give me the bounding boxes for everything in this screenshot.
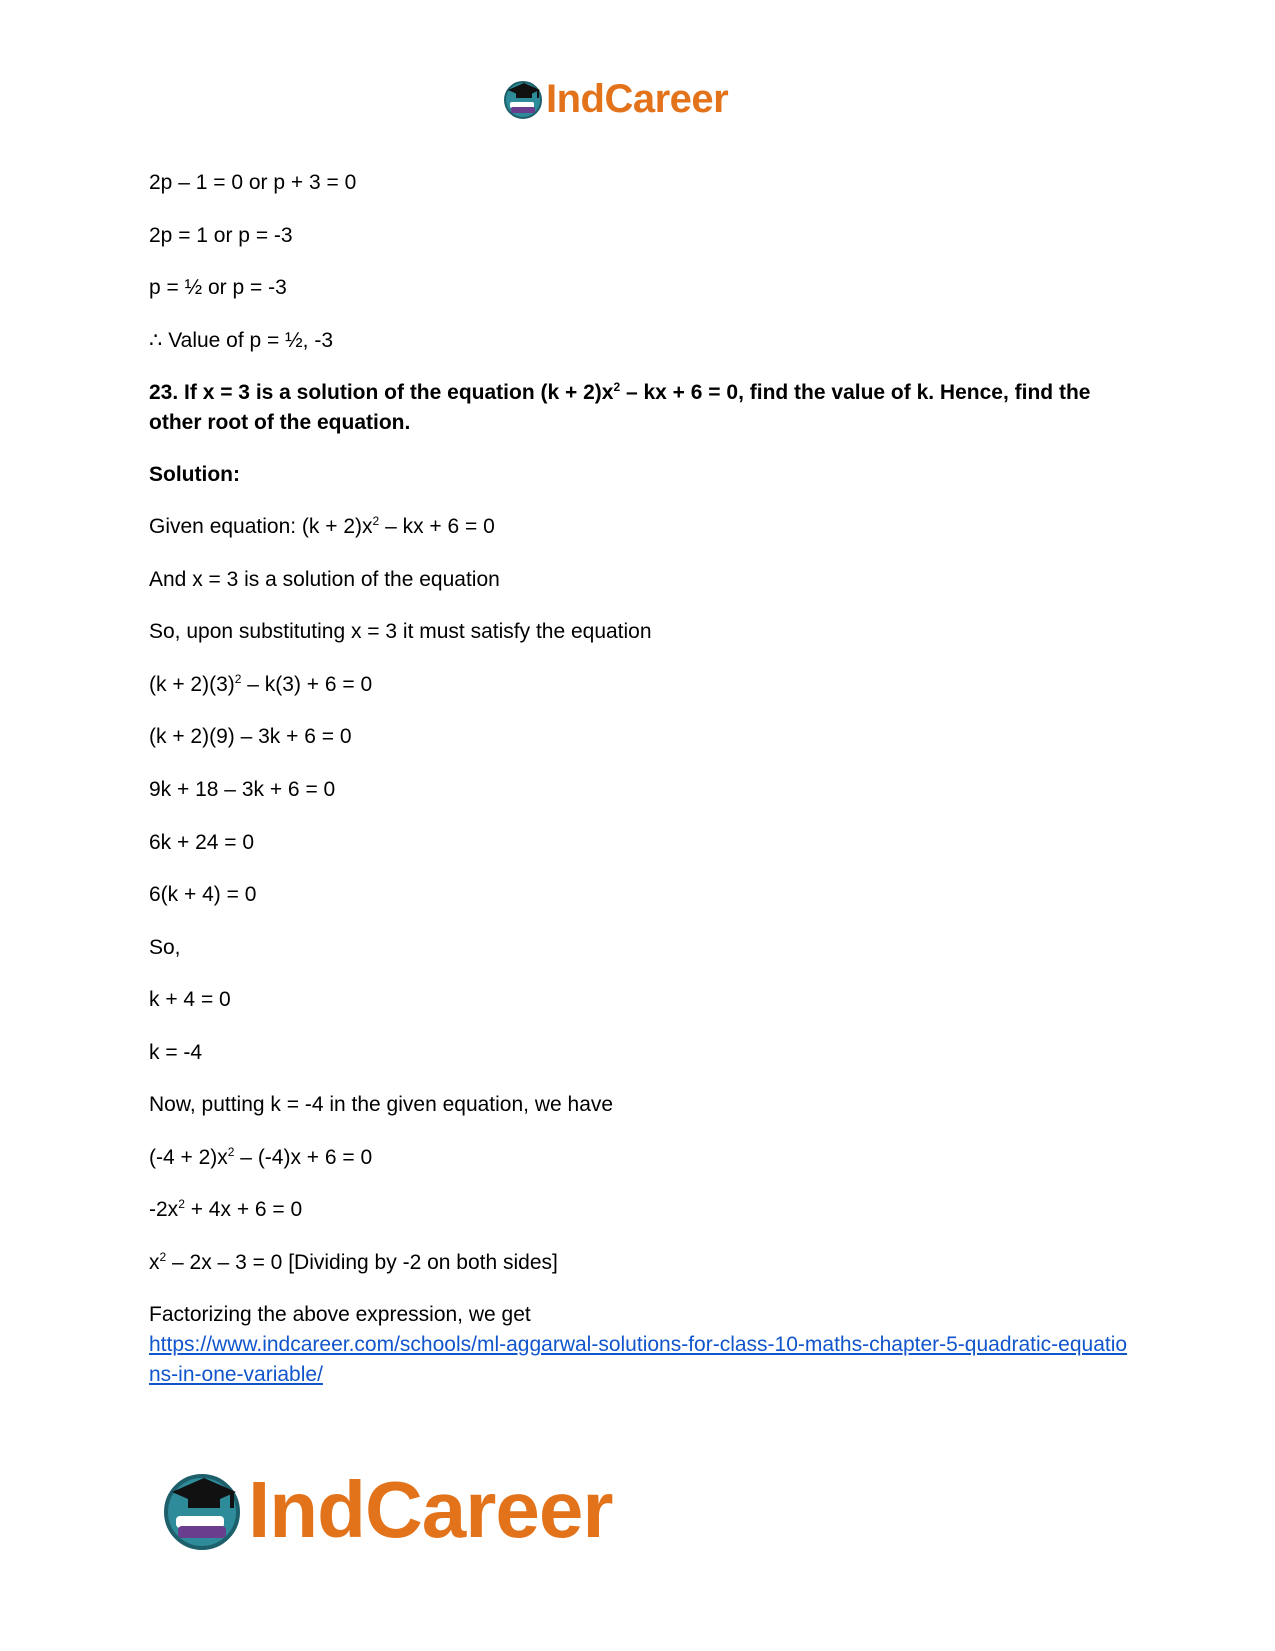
- text-line: 2p = 1 or p = -3: [149, 224, 293, 247]
- text-line: (k + 2)(9) – 3k + 6 = 0: [149, 725, 352, 748]
- text-line: k + 4 = 0: [149, 988, 231, 1011]
- text-line: 9k + 18 – 3k + 6 = 0: [149, 778, 336, 801]
- superscript: 2: [613, 380, 621, 394]
- text-part: – kx + 6 = 0: [379, 515, 495, 538]
- graduation-cap-books-globe-icon: [160, 1468, 244, 1552]
- text-line: So, upon substituting x = 3 it must satisfy the equation: [149, 620, 652, 643]
- graduation-cap-books-globe-icon: [502, 78, 544, 120]
- superscript: 2: [178, 1197, 185, 1211]
- question-23: [149, 378, 1129, 438]
- source-link[interactable]: https://www.indcareer.com/schools/ml-aggarwal-solutions-for-class-10-maths-chapter-5-quadratic-equations-in-one-variable/: [149, 1333, 1128, 1386]
- text-line: Now, putting k = -4 in the given equation, we have: [149, 1093, 614, 1116]
- text-line: 6k + 24 = 0: [149, 831, 255, 854]
- text-part: + 4x + 6 = 0: [184, 1198, 303, 1221]
- text-line: k = -4: [149, 1041, 203, 1064]
- header-logo: [502, 78, 728, 120]
- text-line: [149, 1195, 302, 1225]
- text-part: Given equation: (k + 2)x: [149, 515, 373, 538]
- text-part: (k + 2)(3): [149, 673, 235, 696]
- text-line: So,: [149, 936, 181, 959]
- text-line: [149, 1143, 372, 1173]
- superscript: 2: [372, 514, 380, 528]
- solution-heading: Solution:: [149, 463, 240, 486]
- text-part: – k(3) + 6 = 0: [241, 673, 373, 696]
- brand-name: IndCareer: [546, 77, 729, 121]
- text-part: – (-4)x + 6 = 0: [234, 1146, 373, 1169]
- text-line: ∴ Value of p = ½, -3: [149, 329, 333, 352]
- text-line: Factorizing the above expression, we get: [149, 1303, 531, 1326]
- source-link-wrapper: [149, 1330, 1129, 1390]
- text-line: 2p – 1 = 0 or p + 3 = 0: [149, 171, 357, 194]
- superscript: 2: [159, 1250, 167, 1264]
- text-part: x: [149, 1251, 160, 1274]
- question-23-part: – kx + 6 = 0, find the value of k. Hence, find the other root of the equation.: [149, 381, 1091, 434]
- footer-logo: [160, 1465, 613, 1554]
- text-line: [149, 512, 495, 542]
- text-line: 6(k + 4) = 0: [149, 883, 257, 906]
- superscript: 2: [227, 1145, 235, 1159]
- text-line: And x = 3 is a solution of the equation: [149, 568, 500, 591]
- superscript: 2: [234, 672, 242, 686]
- text-line: [149, 1248, 558, 1278]
- text-part: (-4 + 2)x: [149, 1146, 228, 1169]
- text-part: -2x: [149, 1198, 179, 1221]
- question-23-part: 23. If x = 3 is a solution of the equation (k + 2)x: [149, 381, 614, 404]
- brand-name: IndCareer: [248, 1465, 613, 1554]
- text-part: – 2x – 3 = 0 [Dividing by -2 on both sides]: [166, 1251, 558, 1274]
- text-line: [149, 670, 372, 700]
- text-line: p = ½ or p = -3: [149, 276, 287, 299]
